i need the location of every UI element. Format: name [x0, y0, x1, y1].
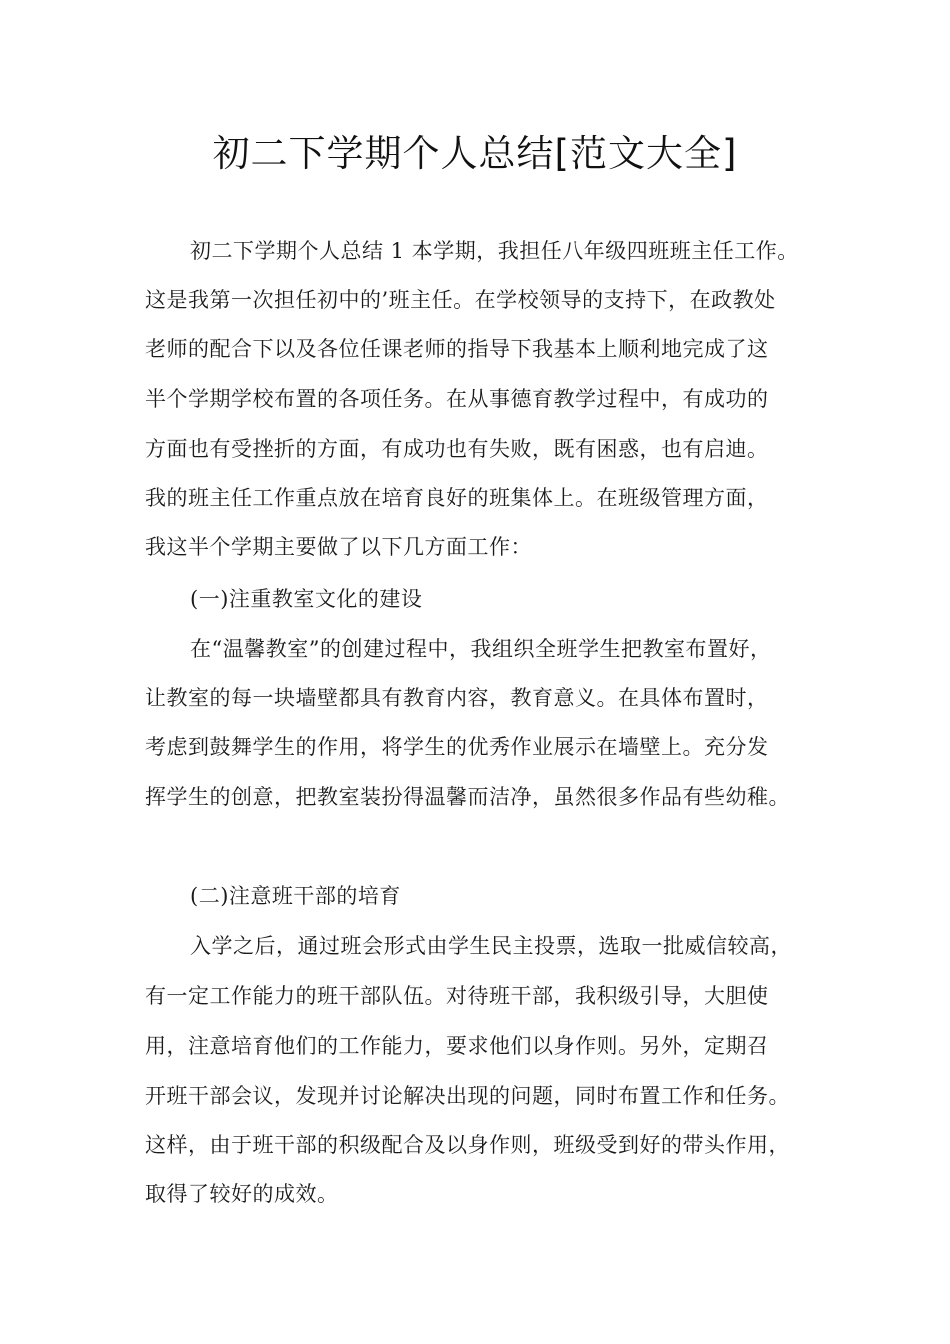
paragraph-line: 半个学期学校布置的各项任务。在从事德育教学过程中，有成功的 [145, 387, 769, 411]
paragraph-line: 这是我第一次担任初中的’班主任。在学校领导的支持下，在政教处 [145, 288, 776, 312]
paragraph-line: 我的班主任工作重点放在培育良好的班集体上。在班级管理方面， [145, 486, 769, 510]
paragraph-line: 入学之后，通过班会形式由学生民主投票，选取一批威信较高， [190, 934, 792, 958]
paragraph-line: 有一定工作能力的班干部队伍。对待班干部，我积级引导，大胆使 [145, 984, 769, 1008]
paragraph-line: 取得了较好的成效。 [145, 1182, 339, 1206]
paragraph-line: 开班干部会议，发现并讨论解决出现的问题，同时布置工作和任务。 [145, 1084, 790, 1108]
paragraph-line: 用，注意培育他们的工作能力，要求他们以身作则。另外，定期召 [145, 1034, 769, 1058]
paragraph-line: 方面也有受挫折的方面，有成功也有失败，既有困惑，也有启迪。 [145, 437, 769, 461]
paragraph-line: 我这半个学期主要做了以下几方面工作： [145, 535, 532, 559]
paragraph-line: 在“温馨教室”的创建过程中，我组织全班学生把教室布置好， [190, 637, 772, 661]
paragraph-line: 考虑到鼓舞学生的作用，将学生的优秀作业展示在墙壁上。充分发 [145, 735, 769, 759]
section-heading: (二)注意班干部的培育 [190, 884, 401, 908]
paragraph-line: 让教室的每一块墙壁都具有教育内容，教育意义。在具体布置时， [145, 686, 769, 710]
paragraph-line: 初二下学期个人总结 1 本学期，我担任八年级四班班主任工作。 [190, 239, 799, 263]
document-title: 初二下学期个人总结[范文大全] [212, 132, 738, 175]
paragraph-line: 老师的配合下以及各位任课老师的指导下我基本上顺利地完成了这 [145, 337, 769, 361]
paragraph-line: 挥学生的创意，把教室装扮得温馨而洁净，虽然很多作品有些幼稚。 [145, 785, 790, 809]
section-heading: (一)注重教室文化的建设 [190, 587, 423, 611]
paragraph-line: 这样，由于班干部的积级配合及以身作则，班级受到好的带头作用， [145, 1133, 790, 1157]
